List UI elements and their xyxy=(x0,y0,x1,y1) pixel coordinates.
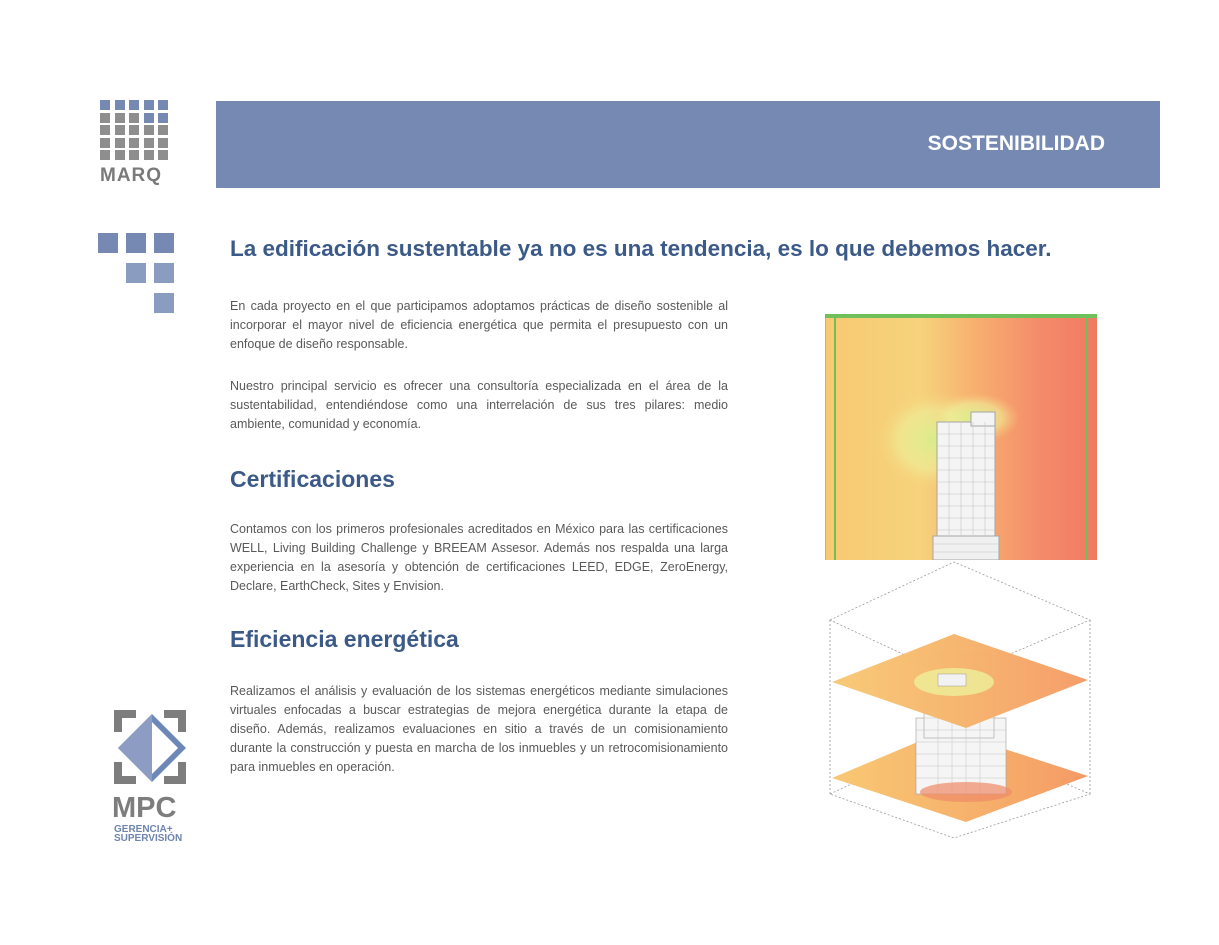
mpc-logo xyxy=(112,708,192,848)
marq-logo-cell xyxy=(129,113,139,123)
marq-logo-cell xyxy=(129,100,139,110)
marq-logo-cell xyxy=(144,113,154,123)
marq-logo-cell xyxy=(129,125,139,135)
marq-logo-cell xyxy=(100,138,110,148)
marq-logo-cell xyxy=(144,150,154,160)
page-title: SOSTENIBILIDAD xyxy=(927,132,1105,155)
marq-logo-cell xyxy=(158,100,168,110)
section-text-certificaciones: Contamos con los primeros profesionales acreditados en México para las certificaciones WELL, Living Building Challenge y BREEAM Assesor. Además nos respalda una larga experiencia en la asesoría y obtención de certificaciones LEED, EDGE, ZeroEnergy, Declare, EarthCheck, Sites y Envision. xyxy=(230,522,728,593)
wind-simulation-elevation-image xyxy=(825,300,1107,560)
square xyxy=(154,233,174,253)
square xyxy=(154,263,174,283)
marq-logo-cell xyxy=(100,125,110,135)
marq-logo-cell xyxy=(144,100,154,110)
marq-logo-cell xyxy=(115,113,125,123)
mpc-logo-mark xyxy=(112,708,192,788)
marq-logo-cell xyxy=(144,138,154,148)
square xyxy=(126,233,146,253)
mpc-logo-text: MPC xyxy=(112,792,177,824)
marq-logo-cell xyxy=(158,138,168,148)
section-title-certificaciones: Certificaciones xyxy=(230,466,395,492)
headline: La edificación sustentable ya no es una tendencia, es lo que debemos hacer. xyxy=(230,236,1052,261)
square xyxy=(154,293,174,313)
wind-simulation-3d-image xyxy=(826,558,1096,840)
section-text-eficiencia: Realizamos el análisis y evaluación de los sistemas energéticos mediante simulaciones virtuales enfocadas a buscar estrategias de mejora energética durante la etapa de diseño. Además, realizamos evaluaciones en sitio a través de un comisionamiento durante la construcción y puesta en marcha de los inmuebles y un retrocomisionamiento para inmuebles en operación. xyxy=(230,684,728,774)
marq-logo-cell xyxy=(115,138,125,148)
marq-logo-cell xyxy=(129,138,139,148)
marq-logo-cell xyxy=(115,125,125,135)
marq-logo-cell xyxy=(158,113,168,123)
marq-logo-cell xyxy=(158,125,168,135)
marq-logo xyxy=(100,100,176,190)
square xyxy=(98,233,118,253)
marq-logo-text: MARQ xyxy=(100,165,163,186)
intro-paragraph-1: En cada proyecto en el que participamos adoptamos prácticas de diseño sostenible al incorporar el mayor nivel de eficiencia energética que permita el presupuesto con un enfoque de diseño responsable. xyxy=(230,299,728,351)
intro-paragraph-2: Nuestro principal servicio es ofrecer una consultoría especializada en el área de la sustentabilidad, entendiéndose como una interrelación de sus tres pilares: medio ambiente, comunidad y economía. xyxy=(230,379,728,431)
decorative-squares xyxy=(98,233,178,317)
section-title-eficiencia: Eficiencia energética xyxy=(230,626,459,652)
marq-logo-cell xyxy=(129,150,139,160)
marq-logo-cell xyxy=(158,150,168,160)
square xyxy=(126,263,146,283)
marq-logo-cell xyxy=(115,150,125,160)
marq-logo-cell xyxy=(115,100,125,110)
marq-logo-cell xyxy=(100,150,110,160)
header-bar xyxy=(216,101,1160,188)
mpc-logo-subtitle-1: GERENCIA+ xyxy=(114,824,173,835)
marq-logo-cell xyxy=(100,113,110,123)
marq-logo-cell xyxy=(100,100,110,110)
mpc-logo-subtitle-2: SUPERVISIÓN xyxy=(114,833,183,844)
marq-logo-cell xyxy=(144,125,154,135)
